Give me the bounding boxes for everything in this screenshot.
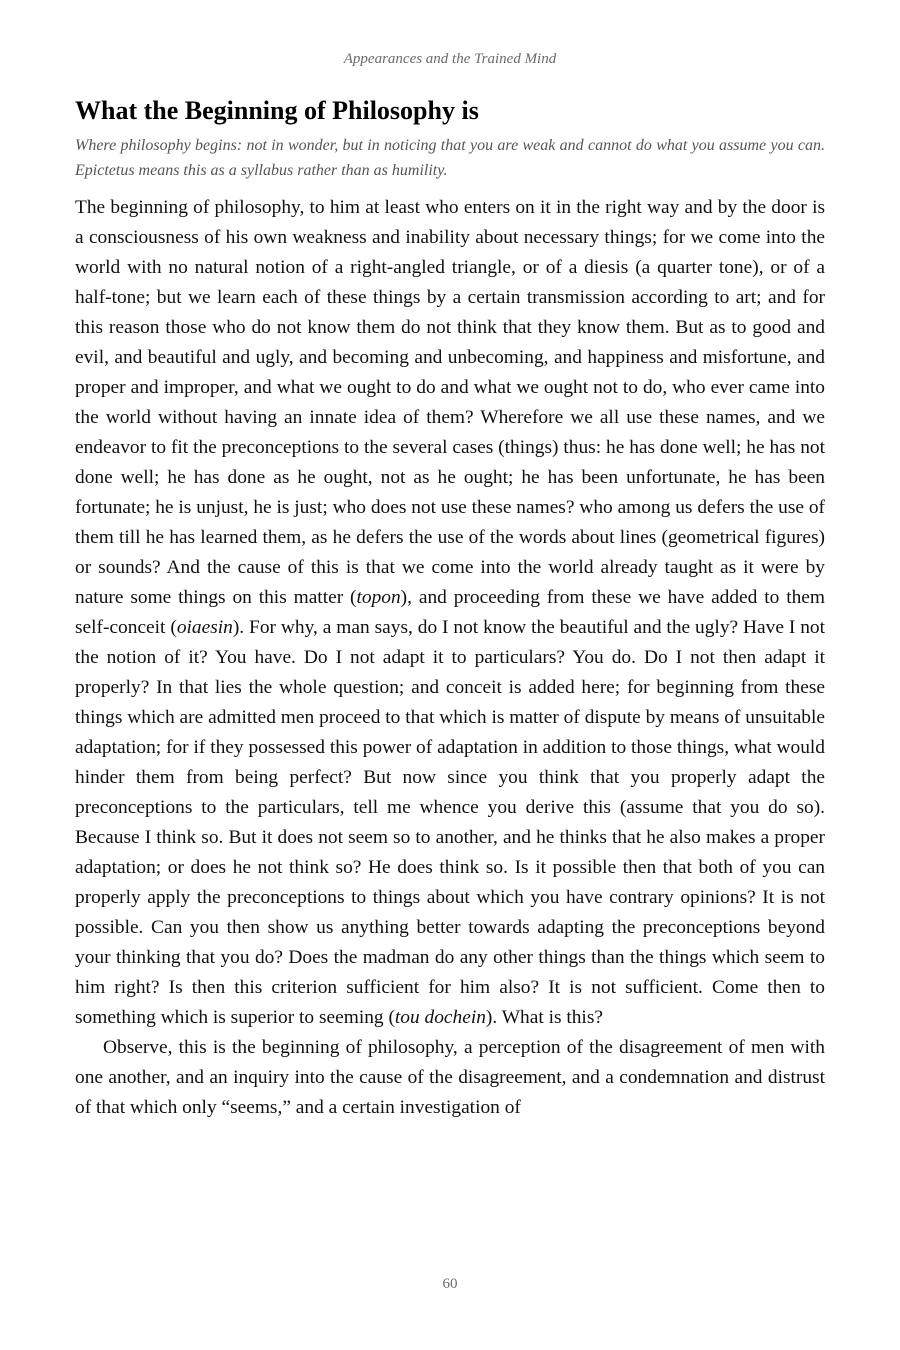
paragraph-1 [75, 193, 825, 1033]
page-content [75, 92, 825, 1123]
greek-term-tou-dochein: tou dochein [394, 1007, 486, 1028]
body-text [75, 193, 825, 1123]
paragraph-1-text-a: The beginning of philosophy, to him at least who enters on it in the right way and by the door is a consciousness of his own weakness and inability about necessary things; for we come into the world with no natural notion of a right-angled triangle, or of a diesis (a quarter tone), or of a half-tone; but we learn each of these things by a certain transmission according to art; and for this reason those who do not know them do not think that they know them. But as to good and evil, and beautiful and ugly, and becoming and unbecoming, and happiness and misfortune, and proper and improper, and what we ought to do and what we ought not to do, who ever came into the world without having an innate idea of them? Wherefore we all use these names, and we endeavor to fit the preconceptions to the several cases (things) thus: he has done well; he has not done well; he has done as he ought, not as he ought; he has been unfortunate, he has been fortunate; he is unjust, he is just; who does not use these names? who among us defers the use of them till he has learned them, as he defers the use of the words about lines (geometrical figures) or sounds? And the cause of this is that we come into the world already taught as it were by nature some things on this matter ( [75, 197, 825, 608]
paragraph-2: Observe, this is the beginning of philosophy, a perception of the disagreement of men with one another, and an inquiry into the cause of the disagreement, and a condemnation and distrust of that which only “seems,” and a certain investigation of [75, 1037, 825, 1118]
greek-term-oiaesin: oiaesin [176, 617, 233, 638]
running-header: Appearances and the Trained Mind [343, 51, 557, 67]
page-number: 60 [442, 1276, 458, 1292]
chapter-title: What the Beginning of Philosophy is [75, 96, 479, 125]
greek-term-topon: topon [356, 587, 401, 608]
paragraph-1-text-b: ), and proceeding from these we have added to them self-conceit ( [75, 587, 825, 638]
paragraph-1-text-d: ). What is this? [485, 1007, 603, 1028]
paragraph-1-text-c: ). For why, a man says, do I not know the beautiful and the ugly? Have I not the notion of it? You have. Do I not adapt it to particulars? You do. Do I not then adapt it properly? In that lies the whole question; and conceit is added here; for beginning from these things which are admitted men proceed to that which is matter of dispute by means of unsuitable adaptation; for if they possessed this power of adaptation in addition to those things, what would hinder them from being perfect? But now since you think that you properly adapt the preconceptions to the particulars, tell me whence you derive this (assume that you do so). Because I think so. But it does not seem so to another, and he thinks that he also makes a proper adaptation; or does he not think so? He does think so. Is it possible then that both of you can properly apply the preconceptions to things about which you have contrary opinions? It is not possible. Can you then show us anything better towards adapting the preconceptions beyond your thinking that you do? Does the madman do any other things than the things which seem to him right? Is then this criterion sufficient for him also? It is not sufficient. Come then to something which is superior to seeming ( [75, 617, 825, 1028]
chapter-subtitle: Where philosophy begins: not in wonder, but in noticing that you are weak and cannot do what you assume you can. Epictetus means this as a syllabus rather than as humility. [75, 137, 825, 179]
